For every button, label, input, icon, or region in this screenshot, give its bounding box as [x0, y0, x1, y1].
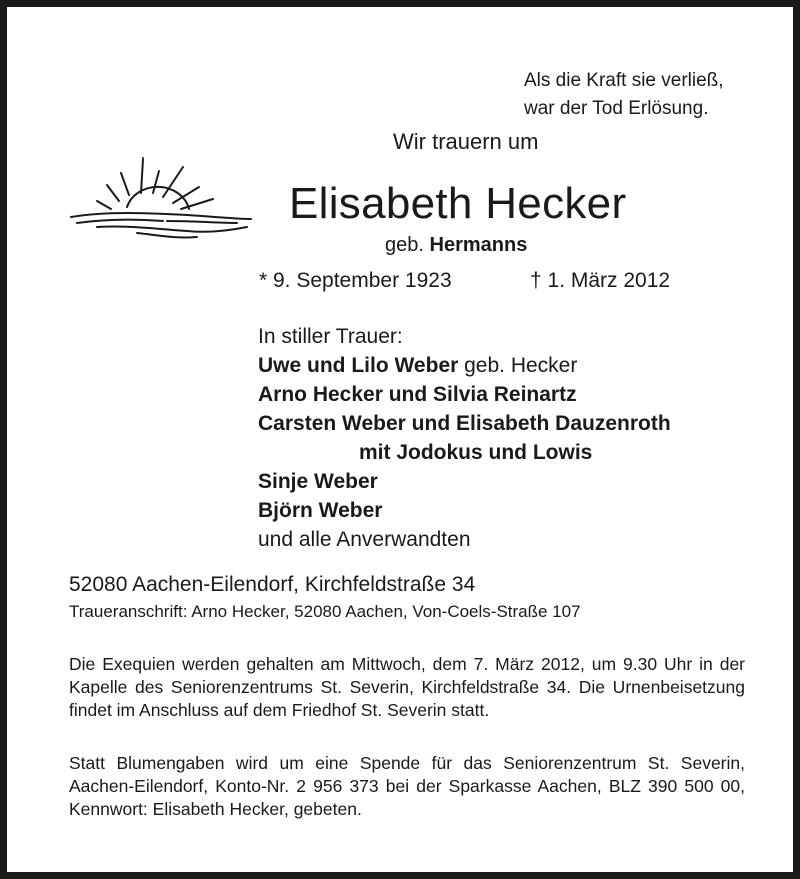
mourner-line: [258, 525, 671, 554]
mourner-name: Arno Hecker und Silvia Reinartz: [258, 383, 577, 406]
maiden-name: [385, 234, 527, 257]
mourner-note: und alle Anverwandten: [258, 528, 471, 551]
mourner-note: geb. Hecker: [458, 354, 578, 377]
mourner-name: Björn Weber: [258, 499, 383, 522]
sunset-icon: [67, 157, 257, 247]
mourners-block: [258, 322, 671, 554]
mourner-line: [258, 380, 671, 409]
mourner-line: [258, 467, 671, 496]
maiden-surname: Hermanns: [429, 234, 528, 256]
death-date: † 1. März 2012: [530, 269, 671, 292]
mourner-name: mit Jodokus und Lowis: [359, 441, 593, 464]
mourner-name: Uwe und Lilo Weber: [258, 354, 459, 377]
deceased-name: Elisabeth Hecker: [289, 179, 627, 228]
family-address: 52080 Aachen-Eilendorf, Kirchfeldstraße 34: [69, 573, 476, 596]
mourner-line: [258, 351, 671, 380]
mourner-line: [258, 438, 671, 467]
motto-line: Als die Kraft sie verließ,: [524, 70, 724, 91]
life-dates: [259, 269, 699, 293]
maiden-prefix: geb.: [385, 234, 424, 256]
mourner-name: Carsten Weber und Elisabeth Dauzenroth: [258, 412, 671, 435]
motto-line: war der Tod Erlösung.: [524, 98, 709, 119]
motto: [524, 67, 724, 123]
service-paragraph: Die Exequien werden gehalten am Mittwoch, dem 7. März 2012, um 9.30 Uhr in der Kapelle des Seniorenzentrums St. Severin, Kirchfeldstraße 34. Die Urnenbeisetzung findet im Anschluss auf dem Friedhof St. Severin statt.: [69, 654, 745, 720]
mourner-name: Sinje Weber: [258, 470, 378, 493]
mourners-heading: In stiller Trauer:: [258, 325, 403, 348]
mourner-line: [258, 409, 671, 438]
birth-date: * 9. September 1923: [259, 269, 452, 292]
intro-text: Wir trauern um: [393, 129, 539, 154]
condolence-address: Traueranschrift: Arno Hecker, 52080 Aachen, Von-Coels-Straße 107: [69, 602, 581, 621]
mourner-line: [258, 496, 671, 525]
donation-paragraph: Statt Blumengaben wird um eine Spende für das Seniorenzentrum St. Severin, Aachen-Eilendorf, Konto-Nr. 2 956 373 bei der Sparkasse Aachen, BLZ 390 500 00, Kennwort: Elisabeth Hecker, gebeten.: [69, 753, 745, 819]
